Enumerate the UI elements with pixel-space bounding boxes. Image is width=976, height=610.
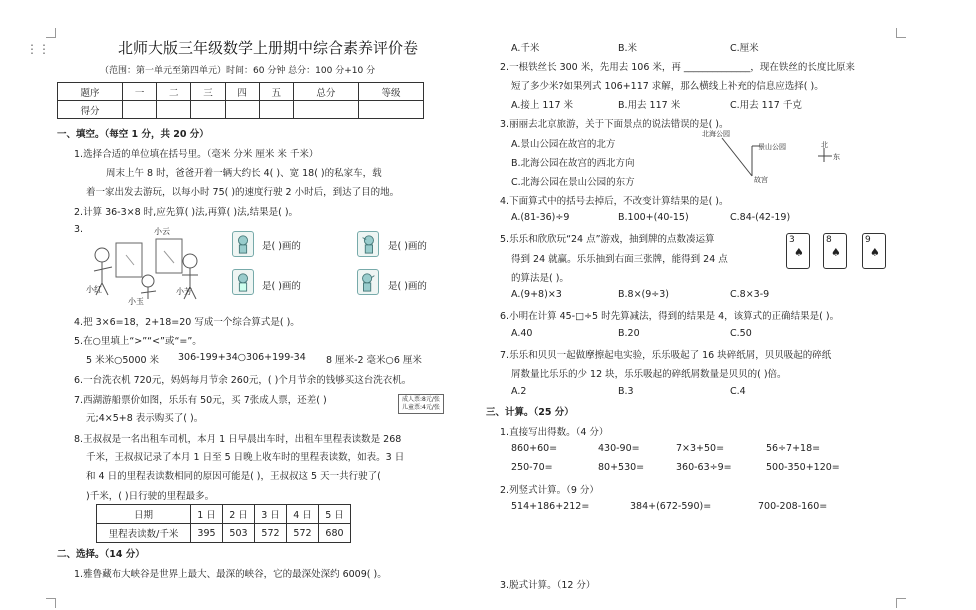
kid-label-xiaofang: 小芳 bbox=[176, 287, 192, 296]
option-b: B.3 bbox=[618, 386, 634, 397]
question-text: 元;4×5+8 表示购买了( )。 bbox=[86, 413, 204, 424]
option-a: A.40 bbox=[511, 328, 533, 339]
table-cell: 5 日 bbox=[319, 505, 351, 524]
playing-card-1 bbox=[786, 233, 810, 269]
score-table bbox=[57, 82, 424, 119]
table-cell: 2 日 bbox=[223, 505, 255, 524]
question-text: 屑数量比乐乐的少 12 块，乐乐吸起的碎纸屑数量是贝贝的( )倍。 bbox=[511, 369, 787, 380]
card-rank: 3 bbox=[789, 235, 795, 245]
option-b: B.8×(9÷3) bbox=[618, 289, 670, 300]
calc-item: 7×3+50= bbox=[676, 443, 725, 454]
table-cell: 五 bbox=[259, 83, 293, 101]
table-row bbox=[58, 101, 424, 119]
section-heading: 二、选择。（14 分） bbox=[57, 549, 145, 560]
question-text: 和 4 日的里程表读数相同的原因可能是( )，王叔叔这 5 天一共行驶了( bbox=[86, 471, 381, 482]
score-input-cell[interactable] bbox=[259, 101, 293, 119]
view-answer-2: 是( )画的 bbox=[388, 241, 427, 252]
table-cell: 得分 bbox=[58, 101, 123, 119]
odometer-table bbox=[96, 504, 351, 543]
landmark-map bbox=[700, 128, 850, 186]
question-text: 5.在○里填上“>”“<”或“=”。 bbox=[74, 336, 202, 347]
table-cell: 4 日 bbox=[287, 505, 319, 524]
kid-label-xiaoyun: 小云 bbox=[154, 227, 170, 236]
view-picture-2 bbox=[357, 231, 379, 257]
score-input-cell[interactable] bbox=[123, 101, 157, 119]
option-a: A.景山公园在故宫的北方 bbox=[511, 139, 616, 150]
table-cell: 572 bbox=[255, 524, 287, 543]
question-text: 1.雅鲁藏布大峡谷是世界上最大、最深的峡谷，它的最深处深约 6009( )。 bbox=[74, 569, 387, 580]
question-text: 短了多少米?如果列式 106+117 求解，那么横线上补充的信息应选择( )。 bbox=[511, 81, 824, 92]
option-c: C.用去 117 千克 bbox=[730, 100, 802, 111]
question-text: 5.乐乐和欣欣玩“24 点”游戏，抽到牌的点数凑运算 bbox=[500, 234, 715, 245]
table-cell: 二 bbox=[157, 83, 191, 101]
calc-item: 250-70= bbox=[511, 462, 553, 473]
card-rank: 9 bbox=[865, 235, 871, 245]
question-text: 7.乐乐和贝贝一起做摩擦起电实验，乐乐吸起了 16 块碎纸屑，贝贝吸起的碎纸 bbox=[500, 350, 832, 361]
question-text: 4.下面算式中的括号去掉后，不改变计算结果的是( )。 bbox=[500, 196, 729, 207]
calc-item: 514+186+212= bbox=[511, 501, 590, 512]
map-label-gugong: 故宫 bbox=[754, 176, 768, 184]
question-text: 4.把 3×6=18，2+18=20 写成一个综合算式是( )。 bbox=[74, 317, 300, 328]
calc-item: 384+(672-590)= bbox=[630, 501, 712, 512]
view-picture-4 bbox=[357, 269, 379, 295]
view-picture-1 bbox=[232, 231, 254, 257]
spade-icon: ♠ bbox=[870, 246, 880, 259]
question-text: 1.选择合适的单位填在括号里。（毫米 分米 厘米 米 千米） bbox=[74, 149, 319, 160]
table-row bbox=[97, 505, 351, 524]
question-text: 2.列竖式计算。（9 分） bbox=[500, 485, 599, 496]
compass-north-label: 北 bbox=[821, 141, 828, 149]
view-answer-1: 是( )画的 bbox=[262, 241, 301, 252]
view-picture-3 bbox=[232, 269, 254, 295]
question-text: 的算法是( )。 bbox=[511, 273, 569, 284]
option-b: B.100+(40-15) bbox=[618, 212, 689, 223]
table-cell: 1 日 bbox=[191, 505, 223, 524]
question-text: 千米，王叔叔记录了本月 1 日至 5 日晚上收车时的里程表读数，如表。3 日 bbox=[86, 452, 405, 463]
table-cell: 日期 bbox=[97, 505, 191, 524]
question-text: 着一家出发去游玩，以每小时 75( )的速度行驶 2 小时后，到达了目的地。 bbox=[86, 187, 400, 198]
option-b: B.北海公园在故宫的西北方向 bbox=[511, 158, 635, 169]
table-cell: 572 bbox=[287, 524, 319, 543]
compare-item-2: 306-199+34○306+199-34 bbox=[178, 352, 306, 363]
question-text: 3.脱式计算。（12 分） bbox=[500, 580, 596, 591]
option-c: C.50 bbox=[730, 328, 752, 339]
ticket-adult-price: 成人票:8元/张 bbox=[402, 396, 440, 403]
map-label-jingshan: 景山公园 bbox=[758, 143, 786, 151]
table-cell: 3 日 bbox=[255, 505, 287, 524]
option-a: A.接上 117 米 bbox=[511, 100, 574, 111]
score-input-cell[interactable] bbox=[191, 101, 225, 119]
question-text: 3. bbox=[74, 224, 84, 235]
view-answer-4: 是( )画的 bbox=[388, 281, 427, 292]
ticket-child-price: 儿童票:4元/张 bbox=[402, 404, 440, 411]
option-a: A.千米 bbox=[511, 43, 540, 54]
option-c: C.8×3-9 bbox=[730, 289, 770, 300]
exam-scope: （范围：第一单元至第四单元）时间：60 分钟 总分：100 分+10 分 bbox=[100, 66, 376, 76]
compare-item-1: 5 米米○5000 米 bbox=[86, 355, 160, 366]
spade-icon: ♠ bbox=[794, 246, 804, 259]
question-text: 1.直接写出得数。（4 分） bbox=[500, 427, 609, 438]
question-text: 周末上午 8 时，爸爸开着一辆大约长 4( )、宽 18( )的私家车，载 bbox=[106, 168, 382, 179]
table-cell: 395 bbox=[191, 524, 223, 543]
compare-item-3: 8 厘米-2 毫米○6 厘米 bbox=[326, 355, 422, 366]
question-text: 2.一根铁丝长 300 米，先用去 106 米，再 ______________，现在铁丝的长度比原来 bbox=[500, 62, 855, 73]
map-label-beihai: 北海公园 bbox=[702, 130, 730, 138]
option-b: B.米 bbox=[618, 43, 638, 54]
question-text: 6.小明在计算 45-□÷5 时先算减法，得到的结果是 4，该算式的正确结果是( )。 bbox=[500, 311, 840, 322]
option-c: C.北海公园在景山公园的东方 bbox=[511, 177, 635, 188]
option-c: C.厘米 bbox=[730, 43, 759, 54]
crop-mark-br bbox=[896, 598, 906, 608]
option-a: A.(81-36)÷9 bbox=[511, 212, 570, 223]
option-b: B.用去 117 米 bbox=[618, 100, 681, 111]
compass-east-label: 东 bbox=[833, 153, 840, 161]
table-cell: 三 bbox=[191, 83, 225, 101]
section-heading: 三、计算。（25 分） bbox=[486, 407, 574, 418]
calc-item: 56÷7+18= bbox=[766, 443, 821, 454]
score-input-cell[interactable] bbox=[157, 101, 191, 119]
question-text: 2.计算 36-3×8 时,应先算( )法,再算( )法,结果是( )。 bbox=[74, 207, 299, 218]
kid-label-xiaoyu: 小玉 bbox=[128, 297, 144, 306]
ticket-price-sign bbox=[398, 394, 444, 414]
score-input-cell[interactable] bbox=[293, 101, 358, 119]
question-text: 得到 24 就赢。乐乐抽到右面三张牌，能得到 24 点 bbox=[511, 254, 728, 265]
option-c: C.4 bbox=[730, 386, 746, 397]
option-a: A.2 bbox=[511, 386, 527, 397]
calc-item: 700-208-160= bbox=[758, 501, 828, 512]
playing-card-3 bbox=[862, 233, 886, 269]
table-cell: 题序 bbox=[58, 83, 123, 101]
kid-label-xiaohong: 小红 bbox=[86, 285, 102, 294]
calc-item: 80+530= bbox=[598, 462, 645, 473]
table-row bbox=[58, 83, 424, 101]
drag-handle-icon[interactable]: ⋮⋮ bbox=[26, 42, 50, 56]
playing-card-2 bbox=[823, 233, 847, 269]
calc-item: 860+60= bbox=[511, 443, 558, 454]
page-title: 北师大版三年级数学上册期中综合素养评价卷 bbox=[118, 39, 419, 57]
option-a: A.(9+8)×3 bbox=[511, 289, 562, 300]
map-line-beihai-gugong bbox=[722, 138, 752, 176]
card-rank: 8 bbox=[826, 235, 832, 245]
option-b: B.20 bbox=[618, 328, 640, 339]
question-text: 8.王叔叔是一名出租车司机，本月 1 日早晨出车时，出租车里程表读数是 268 bbox=[74, 434, 402, 445]
table-cell: 等级 bbox=[358, 83, 423, 101]
crop-mark-tr bbox=[896, 28, 906, 38]
table-cell: 一 bbox=[123, 83, 157, 101]
table-cell: 四 bbox=[225, 83, 259, 101]
question-text: 3.丽丽去北京旅游，关于下面景点的说法错误的是( )。 bbox=[500, 119, 729, 130]
section-heading: 一、填空。（每空 1 分，共 20 分） bbox=[57, 129, 209, 140]
question-text: 7.西湖游船票价如图，乐乐有 50元，买 7张成人票，还差( ) bbox=[74, 395, 327, 406]
crop-mark-tl bbox=[46, 28, 56, 38]
score-input-cell[interactable] bbox=[225, 101, 259, 119]
table-row bbox=[97, 524, 351, 543]
table-cell: 总分 bbox=[293, 83, 358, 101]
score-input-cell[interactable] bbox=[358, 101, 423, 119]
question-text: )千米，( )日行驶的里程最多。 bbox=[86, 491, 215, 502]
table-cell: 里程表读数/千米 bbox=[97, 524, 191, 543]
table-cell: 503 bbox=[223, 524, 255, 543]
spade-icon: ♠ bbox=[831, 246, 841, 259]
crop-mark-bl bbox=[46, 598, 56, 608]
calc-item: 430-90= bbox=[598, 443, 640, 454]
calc-item: 500-350+120= bbox=[766, 462, 840, 473]
question-text: 6.一台洗衣机 720元，妈妈每月节余 260元，( )个月节余的钱够买这台洗衣机。 bbox=[74, 375, 412, 386]
calc-item: 360-63÷9= bbox=[676, 462, 732, 473]
option-c: C.84-(42-19) bbox=[730, 212, 791, 223]
table-cell: 680 bbox=[319, 524, 351, 543]
view-answer-3: 是( )画的 bbox=[262, 281, 301, 292]
